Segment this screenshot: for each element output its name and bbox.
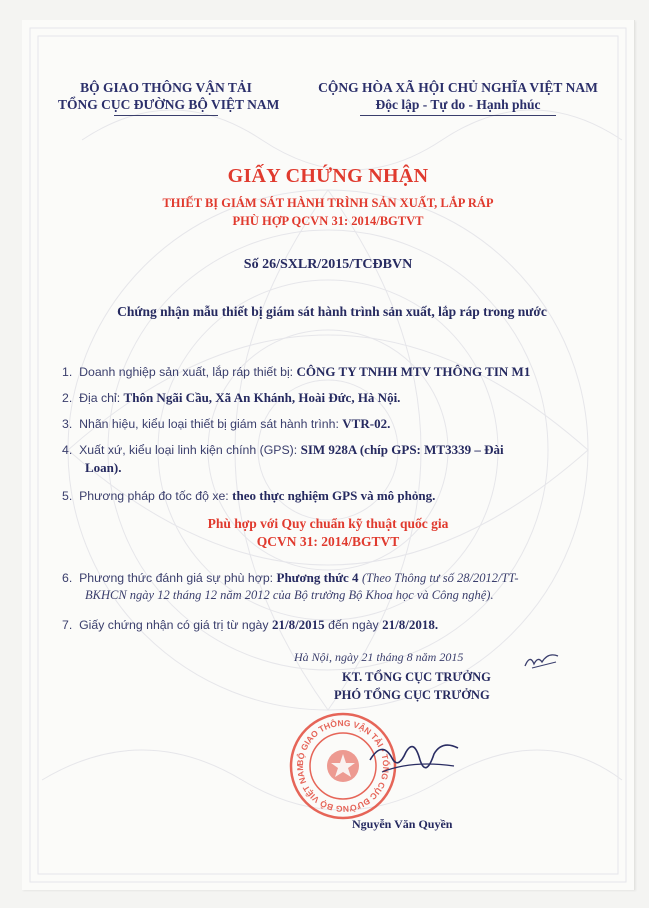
conformity-line: Phù hợp với Quy chuẩn kỹ thuật quốc gia [207, 516, 449, 531]
valid-mid-label: đến ngày [328, 618, 379, 632]
item-label: Doanh nghiệp sản xuất, lắp ráp thiết bị: [79, 365, 294, 379]
item-1 [62, 364, 530, 380]
item-number: 1. [62, 365, 73, 379]
certificate-intro: Chứng nhận mẫu thiết bị giám sát hành trình sản xuất, lắp ráp trong nước [117, 304, 547, 319]
header-right-underline [360, 115, 556, 116]
certificate-subtitle: THIẾT BỊ GIÁM SÁT HÀNH TRÌNH SẢN XUẤT, LẮP RÁP [162, 196, 494, 210]
item-number: 6. [62, 571, 73, 585]
assessment-note-cont: BKHCN ngày 12 tháng 12 năm 2012 của Bộ trưởng Bộ Khoa học và Công nghệ). [85, 588, 494, 602]
certificate-page [22, 20, 635, 890]
item-number: 2. [62, 391, 73, 405]
item-label: Phương pháp đo tốc độ xe: [79, 489, 229, 503]
signatory-name: Nguyễn Văn Quyền [352, 817, 453, 831]
motto: Độc lập - Tự do - Hạnh phúc [375, 97, 541, 112]
handwritten-signature-icon [362, 730, 472, 790]
assessment-method-value: Phương thức 4 [276, 570, 359, 585]
gps-origin-value: SIM 928A (chíp GPS: MT3339 – Đài [300, 442, 504, 457]
item-6-continuation [85, 588, 494, 603]
header-left-underline [114, 115, 218, 116]
conformity-standard: QCVN 31: 2014/BGTVT [256, 534, 400, 549]
item-label: Xuất xứ, kiểu loại linh kiện chính (GPS): [79, 443, 298, 457]
item-label: Nhãn hiệu, kiểu loại thiết bị giám sát hành trình: [79, 417, 339, 431]
item-6 [62, 570, 519, 586]
republic-name: CỘNG HÒA XÃ HỘI CHỦ NGHĨA VIỆT NAM [318, 80, 598, 95]
certificate-standard: PHÙ HỢP QCVN 31: 2014/BGTVT [232, 214, 424, 228]
item-number: 7. [62, 618, 73, 632]
item-number: 4. [62, 443, 73, 457]
seal-ring-text: BỘ GIAO THÔNG VẬN TẢI • TỔNG CỤC ĐƯỜNG BỘ VIỆT NAM [294, 717, 392, 815]
certificate-number: Số 26/SXLR/2015/TCĐBVN [243, 257, 413, 272]
gps-origin-value-cont: Loan). [85, 460, 122, 475]
device-model-value: VTR-02. [342, 416, 391, 431]
certificate-title: GIẤY CHỨNG NHẬN [227, 165, 429, 187]
item-label: Địa chỉ: [79, 391, 121, 405]
valid-to-value: 21/8/2018. [382, 617, 439, 632]
item-3 [62, 416, 390, 432]
assessment-note: (Theo Thông tư số 28/2012/TT- [361, 571, 519, 585]
item-4 [62, 442, 504, 458]
initial-mark-icon [522, 648, 562, 672]
speed-method-value: theo thực nghiệm GPS và mô phỏng. [232, 488, 436, 503]
item-7 [62, 617, 438, 633]
item-2 [62, 390, 400, 406]
department-name: TỔNG CỤC ĐƯỜNG BỘ VIỆT NAM [58, 97, 280, 112]
item-number: 3. [62, 417, 73, 431]
manufacturer-value: CÔNG TY TNHH MTV THÔNG TIN M1 [296, 364, 531, 379]
item-number: 5. [62, 489, 73, 503]
place-and-date: Hà Nội, ngày 21 tháng 8 năm 2015 [294, 650, 464, 664]
item-label: Giấy chứng nhận có giá trị từ ngày [79, 618, 269, 632]
address-value: Thôn Ngãi Cầu, Xã An Khánh, Hoài Đức, Hà Nội. [123, 390, 401, 405]
signatory-title: KT. TỔNG CỤC TRƯỞNG [342, 670, 491, 684]
valid-from-value: 21/8/2015 [271, 617, 325, 632]
item-4-continuation [85, 460, 121, 476]
signatory-deputy-title: PHÓ TỔNG CỤC TRƯỞNG [334, 688, 490, 702]
item-5 [62, 488, 435, 504]
ministry-name: BỘ GIAO THÔNG VẬN TẢI [80, 80, 252, 95]
item-label: Phương thức đánh giá sự phù hợp: [79, 571, 274, 585]
